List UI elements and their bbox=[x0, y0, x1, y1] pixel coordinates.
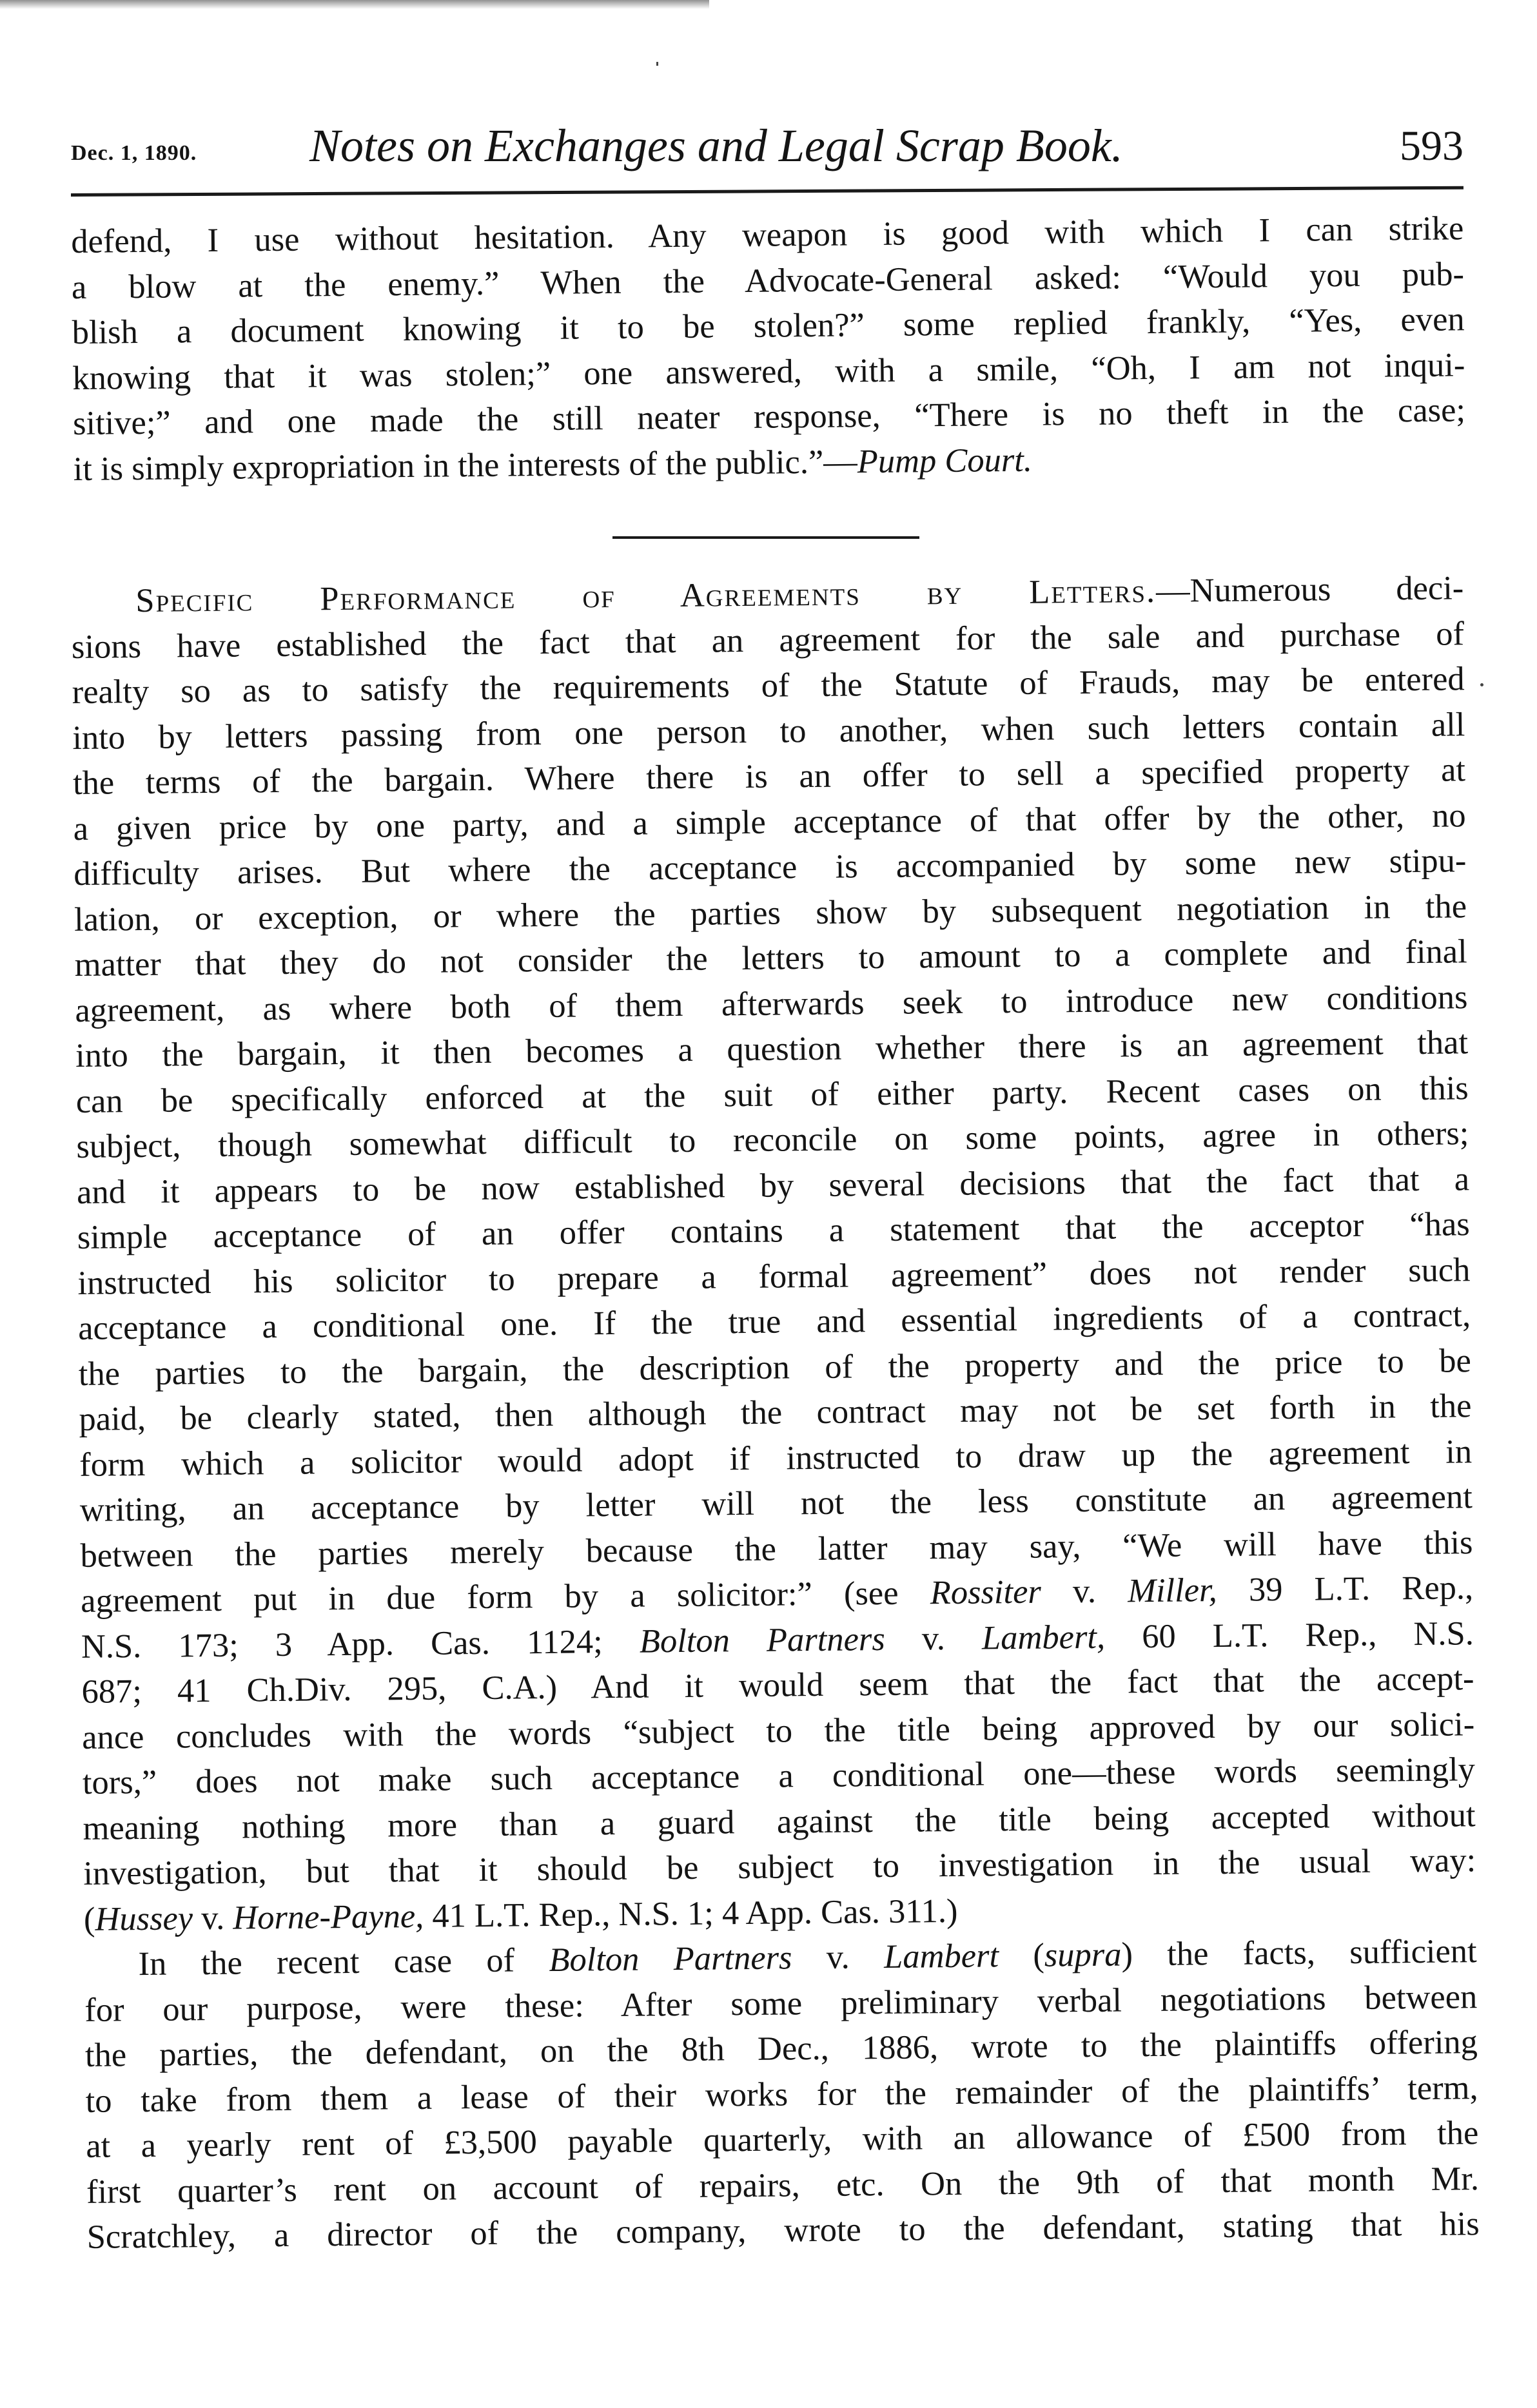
text-fragment: 41 L.T. Rep., N.S. 1; 4 App. Cas. 311.) bbox=[423, 1892, 958, 1935]
scan-edge-shadow bbox=[0, 0, 709, 9]
text-line: sions have established the fact that an agreement for the sale and purchase of bbox=[71, 614, 1465, 666]
header-rule bbox=[71, 186, 1464, 197]
text-line: between the parties merely because the latter may say, “We will have this bbox=[80, 1523, 1473, 1575]
text-line: first quarter’s rent on account of repairs, etc. On the 9th of that month Mr. bbox=[86, 2159, 1480, 2211]
text-line: simple acceptance of an offer contains a statement that the acceptor “has bbox=[77, 1205, 1470, 1256]
text-fragment: v. bbox=[885, 1619, 983, 1658]
text-line: sitive;” and one made the still neater response, “There is no theft in the case; bbox=[72, 391, 1466, 442]
text-line: lation, or exception, or where the parties show by subsequent negotiation in the bbox=[73, 887, 1467, 938]
text-line: knowing that it was stolen;” one answered, with a smile, “Oh, I am not inqui- bbox=[72, 345, 1465, 397]
ink-speck bbox=[656, 62, 658, 66]
text-fragment: ( bbox=[83, 1900, 95, 1938]
text-line: a given price by one party, and a simple acceptance of that offer by the other, no bbox=[73, 796, 1466, 848]
paragraph-continued bbox=[71, 206, 1466, 492]
running-header bbox=[71, 119, 1464, 177]
article-specific-performance bbox=[71, 565, 1480, 2260]
text-line: the parties, the defendant, on the 8th Dec., 1886, wrote to the plaintiffs offering bbox=[84, 2023, 1478, 2074]
text-line: matter that they do not consider the letters to amount to a complete and final bbox=[74, 933, 1467, 984]
text-line: instructed his solicitor to prepare a formal agreement” does not render such bbox=[77, 1250, 1471, 1302]
text-line: and it appears to be now established by several decisions that the fact that a bbox=[76, 1160, 1470, 1211]
text-line: writing, an acceptance by letter will not the less constitute an agreement bbox=[79, 1478, 1473, 1529]
text-line: 687; 41 Ch.Div. 295, C.A.) And it would seem that the fact that the accept- bbox=[81, 1660, 1474, 1711]
text-line: ance concludes with the words “subject to the title being approved by our solici- bbox=[81, 1705, 1475, 1756]
text-fragment: it is simply expropriation in the interests of the public.”— bbox=[73, 442, 857, 488]
case-name: Bolton Partners bbox=[549, 1939, 792, 1979]
case-name: Hussey bbox=[95, 1899, 193, 1938]
text-line: Scratchley, a director of the company, wrote to the defendant, stating that his bbox=[86, 2205, 1480, 2256]
text-fragment: v. bbox=[792, 1937, 885, 1977]
text-line: the terms of the bargain. Where there is an offer to sell a specified property at bbox=[72, 751, 1466, 802]
case-name: Lambert bbox=[883, 1937, 999, 1976]
text-line: the parties to the bargain, the description of the property and the price to be bbox=[78, 1341, 1472, 1393]
source-citation: Pump Court. bbox=[857, 441, 1033, 480]
text-line: a blow at the enemy.” When the Advocate-General asked: “Would you pub- bbox=[71, 255, 1465, 306]
header-date: Dec. 1, 1890. bbox=[71, 141, 197, 165]
text-line: acceptance a conditional one. If the true and essential ingredients of a contract, bbox=[77, 1296, 1471, 1347]
text-line: into the bargain, it then becomes a question whether there is an agreement that bbox=[75, 1024, 1469, 1074]
text-line: blish a document knowing it to be stolen?” some replied frankly, “Yes, even bbox=[72, 300, 1465, 351]
text-line: for our purpose, were these: After some preliminary verbal negotiations between bbox=[84, 1977, 1478, 2029]
case-name: Bolton Partners bbox=[639, 1620, 886, 1660]
text-line: can be specifically enforced at the suit of either party. Recent cases on this bbox=[75, 1069, 1469, 1120]
text-line: paid, be clearly stated, then although the contract may not be set forth in the bbox=[79, 1387, 1472, 1438]
text-line: at a yearly rent of £3,500 payable quarterly, with an allowance of £500 from the bbox=[86, 2114, 1479, 2165]
text-line: to take from them a lease of their works for the remainder of the plaintiffs’ term, bbox=[85, 2068, 1478, 2120]
text-fragment: v. bbox=[192, 1899, 233, 1937]
page-number: 593 bbox=[1400, 122, 1464, 170]
text-fragment: 60 L.T. Rep., N.S. bbox=[1104, 1614, 1474, 1656]
text-fragment: 39 L.T. Rep., bbox=[1217, 1569, 1474, 1609]
citation-supra: supra bbox=[1044, 1936, 1122, 1974]
text-line: agreement, as where both of them afterwards seek to introduce new conditions bbox=[75, 978, 1468, 1029]
text-line: form which a solicitor would adopt if instructed to draw up the agreement in bbox=[79, 1432, 1473, 1484]
text-fragment: —Numerous deci- bbox=[1155, 569, 1464, 610]
case-name: Horne-Payne, bbox=[233, 1897, 424, 1937]
text-fragment: ) the facts, sufficient bbox=[1121, 1932, 1477, 1974]
article-heading: Specific Performance of Agreements by Letters. bbox=[135, 572, 1157, 620]
text-fragment: In the recent case of bbox=[138, 1941, 549, 1983]
text-fragment: v. bbox=[1041, 1572, 1128, 1611]
section-divider bbox=[612, 536, 919, 539]
header-title: Notes on Exchanges and Legal Scrap Book. bbox=[309, 120, 1123, 171]
text-line: subject, though somewhat difficult to reconcile on some points, agree in others; bbox=[76, 1114, 1469, 1165]
text-line: meaning nothing more than a guard against the title being accepted without bbox=[83, 1796, 1476, 1847]
text-fragment: agreement put in due form by a solicitor:” (see bbox=[80, 1574, 930, 1620]
text-line: realty so as to satisfy the requirements of the Statute of Frauds, may be entered bbox=[72, 660, 1465, 711]
text-line: into by letters passing from one person to another, when such letters contain all bbox=[72, 705, 1465, 757]
text-fragment: N.S. 173; 3 App. Cas. 1124; bbox=[81, 1622, 640, 1665]
text-fragment: ( bbox=[998, 1936, 1045, 1975]
case-name: Miller, bbox=[1127, 1571, 1217, 1610]
case-name: Lambert, bbox=[981, 1618, 1106, 1657]
ink-speck bbox=[1480, 683, 1483, 686]
case-name: Rossiter bbox=[930, 1573, 1042, 1612]
text-line: tors,” does not make such acceptance a conditional one—these words seemingly bbox=[82, 1751, 1476, 1801]
text-line: difficulty arises. But where the acceptance is accompanied by some new stipu- bbox=[73, 842, 1467, 893]
text-line: defend, I use without hesitation. Any weapon is good with which I can strike bbox=[71, 209, 1464, 260]
text-line: investigation, but that it should be subject to investigation in the usual way: bbox=[83, 1841, 1476, 1892]
